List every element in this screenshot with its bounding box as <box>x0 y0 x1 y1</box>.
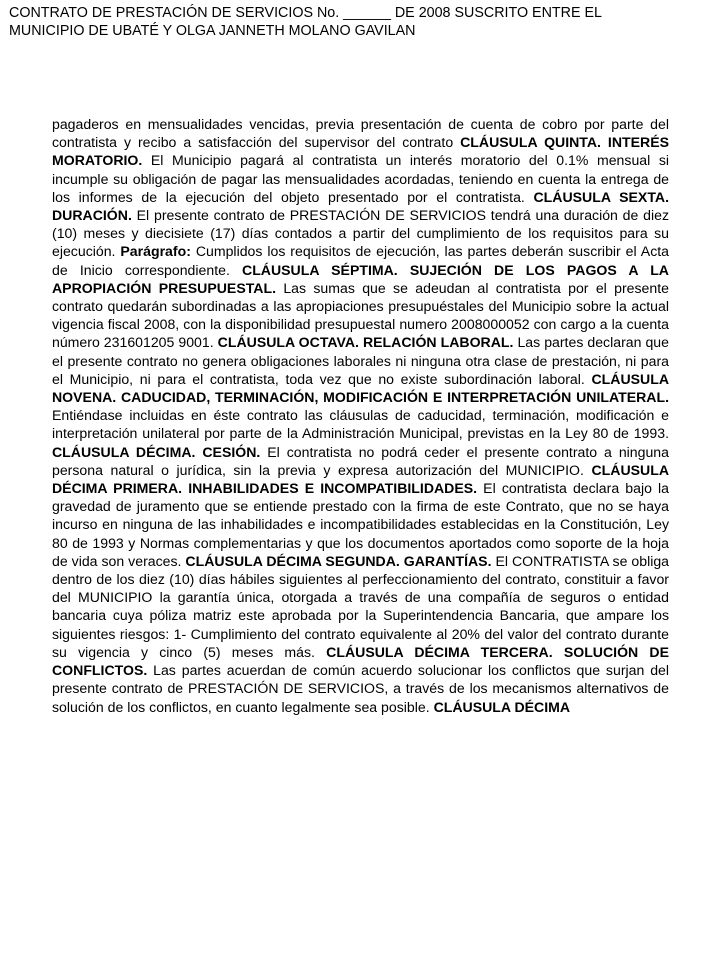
clause-heading: CLÁUSULA DÉCIMA <box>433 698 571 715</box>
text-segment: Las partes acuerdan de común acuerdo solucionar los conflictos que surjan del presente contrato de PRESTACIÓN DE SERVICIOS, a través de los mecanismos alternativos de solución de los conflictos, en cuanto legalmente sea posible. <box>52 662 669 715</box>
clause-heading: CLÁUSULA QUINTA. INTERÉS MORATORIO. <box>52 134 670 169</box>
text-segment: El CONTRATISTA se obliga dentro de los diez (10) días hábiles siguientes al perfeccionamiento del contrato, constituir a favor del MUNICIPIO la garantía única, otorgada a través de una compañía de seguros o entidad bancaria cuya póliza matriz este aprobada por la Superintendencia Bancaria, que ampare los siguientes riesgos: 1- Cumplimiento del contrato equivalente al 20% del valor del contrato durante su vigencia y cinco (5) meses más. <box>52 552 670 660</box>
clause-heading: CLÁUSULA SÉPTIMA. SUJECIÓN DE LOS PAGOS A LA APROPIACIÓN PRESUPUESTAL. <box>52 261 669 296</box>
clause-heading: CLÁUSULA DÉCIMA PRIMERA. INHABILIDADES E INCOMPATIBILIDADES. <box>52 461 669 497</box>
text-segment: Las sumas que se adeudan al contratista por el presente contrato quedarán subordinadas a las apropiaciones presupuéstales del Municipio sobre la actual vigencia fiscal 2008, con la disponibilidad presupuestal numero 2008000052 con cargo a la cuenta número 231601205 9001. <box>52 279 669 351</box>
header-line-2: MUNICIPIO DE UBATÉ Y OLGA JANNETH MOLANO GAVILAN <box>9 23 416 39</box>
text-segment: El contratista declara bajo la gravedad de juramento que se entiende prestado con la firma de este Contrato, que no se haya incurso en ninguna de las inhabilidades e incompatibilidades establecidas en la Constitución, Ley 80 de 1993 y Normas complementarias y que los documentos aportados como soporte de la hoja de vida son veraces. <box>52 480 670 569</box>
clause-heading: CLÁUSULA DÉCIMA. CESIÓN. <box>52 443 261 460</box>
clause-heading: CLÁUSULA DÉCIMA TERCERA. SOLUCIÓN DE CONFLICTOS. <box>52 643 669 679</box>
clause-heading: CLÁUSULA SEXTA. DURACIÓN. <box>52 188 669 224</box>
contract-body-text <box>52 115 669 716</box>
text-segment: El contratista no podrá ceder el presente contrato a ninguna persona natural o jurídica, sin la previa y expresa autorización del MUNICIPIO. <box>52 443 669 478</box>
text-segment: Entiéndase incluidas en éste contrato las cláusulas de caducidad, terminación, modificación e interpretación unilateral por parte de la Administración Municipal, previstas en la Ley 80 de 1993. <box>52 407 669 442</box>
text-segment: Las partes declaran que el presente contrato no genera obligaciones laborales ni ninguna otra clase de prestación, ni para el Municipio, ni para el contratista, toda vez que no existe subordinación laboral. <box>52 334 669 387</box>
page-header <box>9 4 709 40</box>
header-line-1: CONTRATO DE PRESTACIÓN DE SERVICIOS No. ______ DE 2008 SUSCRITO ENTRE EL <box>9 5 602 21</box>
clause-heading: CLÁUSULA NOVENA. CADUCIDAD, TERMINACIÓN, MODIFICACIÓN E INTERPRETACIÓN UNILATERAL. <box>52 370 669 406</box>
text-segment: El Municipio pagará al contratista un interés moratorio del 0.1% mensual si incumple su obligación de pagar las mensualidades acordadas, teniendo en cuenta la entrega de los informes de la ejecución del objeto presentado por el contratista. <box>52 152 669 205</box>
text-segment: El presente contrato de PRESTACIÓN DE SERVICIOS tendrá una duración de diez (10) meses y diecisiete (17) días contados a partir del cumplimiento de los requisitos para su ejecución. <box>52 207 669 260</box>
clause-heading: CLÁUSULA DÉCIMA SEGUNDA. GARANTÍAS. <box>185 552 492 569</box>
paragraph-heading: Parágrafo: <box>120 243 191 260</box>
clause-heading: CLÁUSULA OCTAVA. RELACIÓN LABORAL. <box>217 334 514 351</box>
text-segment: Cumplidos los requisitos de ejecución, las partes deberán suscribir el Acta de Inicio correspondiente. <box>52 243 669 278</box>
text-segment: pagaderos en mensualidades vencidas, previa presentación de cuenta de cobro por parte del contratista y recibo a satisfacción del supervisor del contrato <box>52 116 669 151</box>
